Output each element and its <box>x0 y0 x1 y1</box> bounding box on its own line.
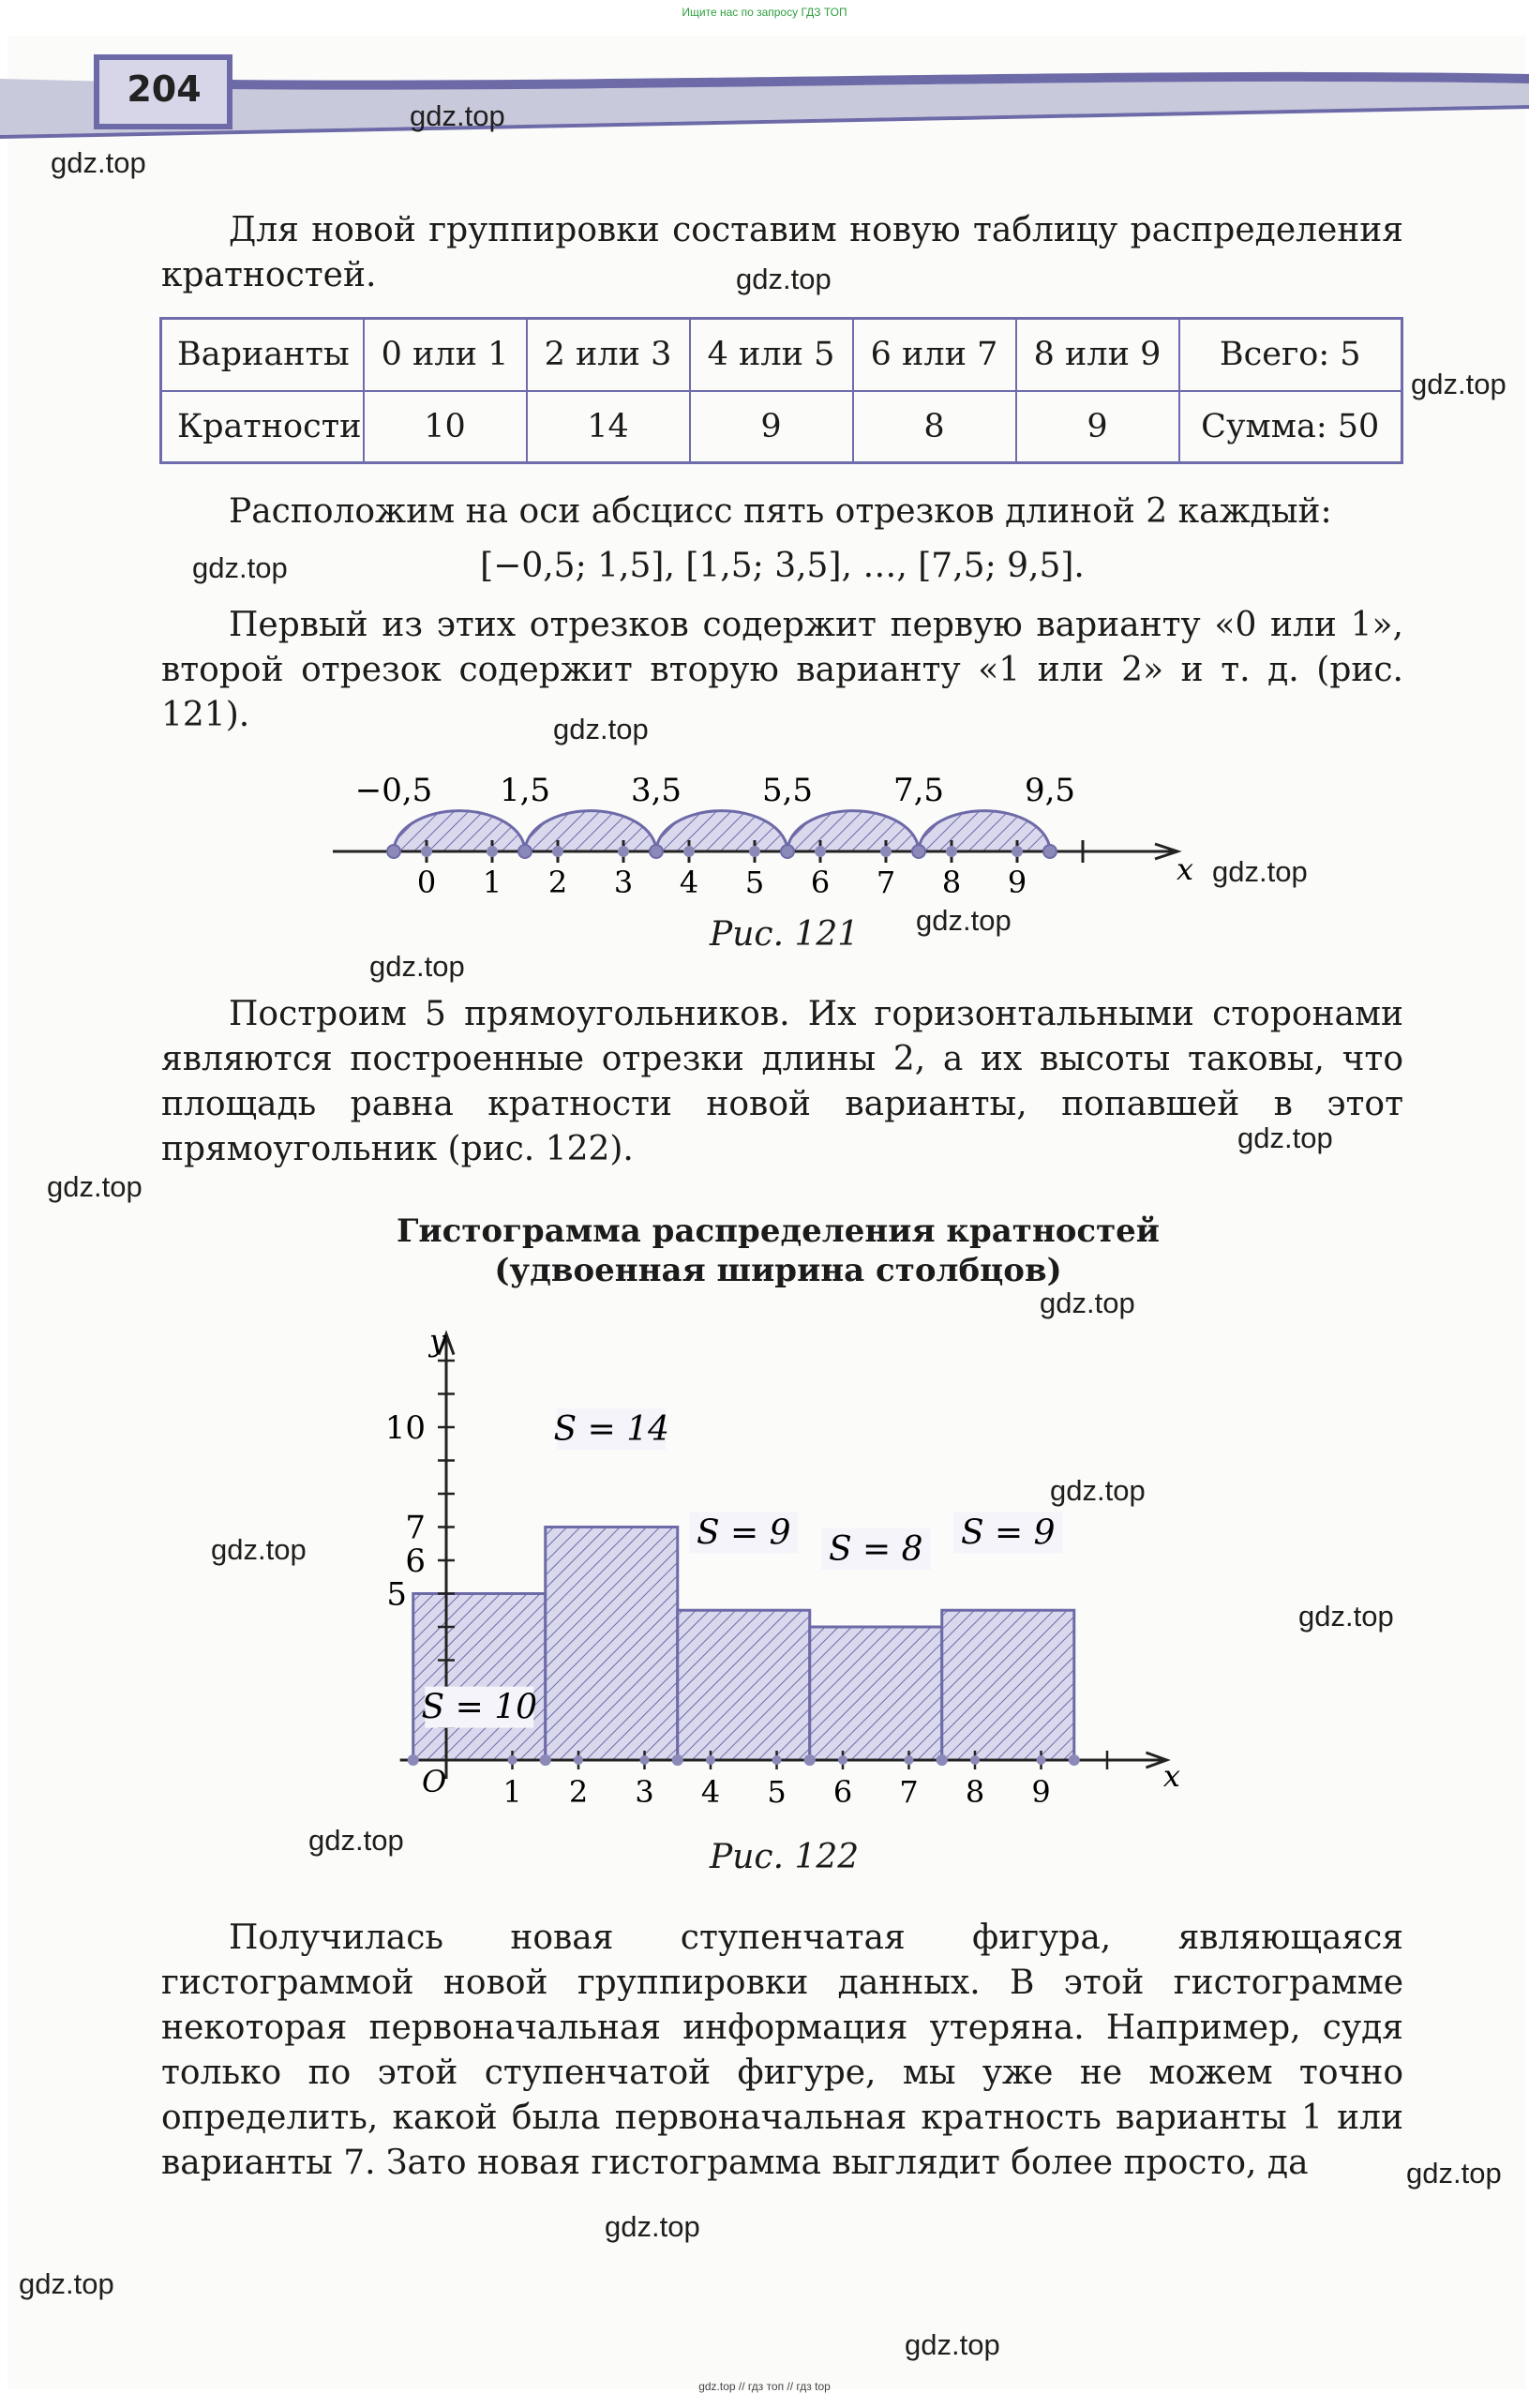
bin-edge-point <box>672 1754 683 1766</box>
y-tick-label: 6 <box>405 1543 426 1580</box>
area-label: S = 14 <box>553 1410 670 1450</box>
watermark: gdz.top <box>369 950 465 983</box>
boundary-point <box>518 845 532 858</box>
variant-point <box>487 846 498 857</box>
y-axis-label: y <box>429 1322 447 1359</box>
watermark: gdz.top <box>1237 1121 1333 1154</box>
boundary-label: 3,5 <box>630 772 682 809</box>
boundary-point <box>387 845 400 858</box>
bin-edge-point <box>1069 1754 1080 1766</box>
watermark: gdz.top <box>1406 2157 1502 2190</box>
table-row <box>161 319 1402 391</box>
boundary-point <box>912 845 925 858</box>
boundary-label: 7,5 <box>892 772 945 809</box>
paragraph-first-segment: Первый из этих отрезков содержит первую варианту «0 или 1», второй отрезок содержит вторую варианту «1 или 2» и т. д. (рис. 121). <box>161 606 1403 734</box>
variant-point <box>946 846 957 857</box>
watermark: gdz.top <box>19 2267 114 2300</box>
segment-arc <box>919 811 1050 851</box>
bottom-note: gdz.top // гдз топ // гдз top <box>698 2380 831 2393</box>
table-cell: 10 <box>364 391 527 463</box>
figure-122-caption: Рис. 122 <box>710 1838 860 1876</box>
boundary-point <box>781 845 794 858</box>
watermark: gdz.top <box>410 99 505 132</box>
tick-label: 7 <box>876 865 896 900</box>
table-row <box>161 391 1402 463</box>
x-axis-label: x <box>1162 1758 1180 1794</box>
table-cell: Кратности <box>161 391 364 463</box>
table-cell: 8 <box>853 391 1016 463</box>
variant-point <box>508 1755 517 1765</box>
axis-x-label: x <box>1177 851 1194 887</box>
table-cell: Варианты <box>161 319 364 391</box>
bin-edge-point <box>937 1754 948 1766</box>
variant-point <box>683 846 695 857</box>
table-cell: 0 или 1 <box>364 319 527 391</box>
boundary-point <box>1043 845 1057 858</box>
x-tick-label: 6 <box>832 1774 853 1810</box>
variant-point <box>421 846 432 857</box>
tick-label: 5 <box>744 865 765 900</box>
boundary-point <box>650 845 663 858</box>
area-label: S = 9 <box>696 1513 791 1553</box>
table-cell: 6 или 7 <box>853 319 1016 391</box>
paragraph-intro: Для новой группировки составим новую таблицу распределения кратностей. <box>161 211 1403 294</box>
boundary-label: 1,5 <box>499 772 551 809</box>
watermark: gdz.top <box>211 1533 307 1566</box>
histogram-bar <box>810 1627 942 1760</box>
variant-point <box>640 1755 650 1765</box>
watermark: gdz.top <box>1411 368 1507 400</box>
table-cell: 9 <box>1016 391 1179 463</box>
table-cell: 8 или 9 <box>1016 319 1179 391</box>
area-label: S = 10 <box>421 1688 538 1727</box>
watermark: gdz.top <box>553 713 649 745</box>
tick-label: 0 <box>416 865 437 900</box>
variant-point <box>838 1755 847 1765</box>
watermark: gdz.top <box>736 263 832 295</box>
x-tick-label: 5 <box>767 1774 787 1810</box>
segment-arc <box>787 811 919 851</box>
variant-point <box>1012 846 1023 857</box>
watermark: gdz.top <box>605 2210 700 2243</box>
histogram-bar <box>546 1528 678 1761</box>
variant-point <box>905 1755 914 1765</box>
y-tick-label: 5 <box>386 1575 407 1614</box>
top-note: Ищите нас по запросу ГДЗ ТОП <box>682 6 847 19</box>
tick-label: 1 <box>482 865 502 900</box>
table-cell: 2 или 3 <box>527 319 690 391</box>
table-cell: Всего: 5 <box>1179 319 1402 391</box>
x-tick-label: 8 <box>965 1774 985 1810</box>
area-label: S = 9 <box>960 1513 1056 1553</box>
watermark: gdz.top <box>308 1824 404 1857</box>
watermark: gdz.top <box>1298 1600 1394 1633</box>
segment-arc <box>525 811 656 851</box>
x-tick-label: 4 <box>700 1774 721 1810</box>
watermark: gdz.top <box>916 904 1012 937</box>
segments-formula: [−0,5; 1,5], [1,5; 3,5], …, [7,5; 9,5]. <box>480 547 1085 585</box>
watermark: gdz.top <box>1212 855 1308 888</box>
variant-point <box>618 846 629 857</box>
table-cell: Сумма: 50 <box>1179 391 1402 463</box>
tick-label: 9 <box>1007 865 1027 900</box>
table-cell: 14 <box>527 391 690 463</box>
table-cell: 4 или 5 <box>690 319 853 391</box>
figure-121-caption: Рис. 121 <box>710 915 860 954</box>
x-tick-label: 2 <box>568 1774 589 1810</box>
y-tick-label: 10 <box>384 1409 426 1447</box>
segment-arc <box>656 811 787 851</box>
bin-edge-point <box>540 1754 551 1766</box>
origin-label: O <box>422 1764 447 1799</box>
histogram-bar <box>413 1594 546 1761</box>
watermark: gdz.top <box>1050 1474 1146 1507</box>
variant-point <box>1037 1755 1046 1765</box>
watermark: gdz.top <box>51 146 146 179</box>
tick-label: 4 <box>679 865 699 900</box>
segment-arc <box>394 811 525 851</box>
bin-edge-point <box>804 1754 816 1766</box>
variant-point <box>706 1755 715 1765</box>
histogram-bar <box>942 1610 1074 1760</box>
x-tick-label: 1 <box>502 1774 522 1810</box>
paragraph-segments: Расположим на оси абсцисс пять отрезков длиной 2 каждый: <box>229 492 1332 531</box>
tick-label: 2 <box>547 865 568 900</box>
chart-subtitle: (удвоенная ширина столбцов) <box>494 1252 1062 1289</box>
area-label: S = 8 <box>828 1530 923 1569</box>
boundary-label: 5,5 <box>761 772 814 809</box>
table-cell: 9 <box>690 391 853 463</box>
y-tick-label: 7 <box>405 1509 426 1547</box>
variant-point <box>970 1755 980 1765</box>
tick-label: 8 <box>941 865 962 900</box>
variant-point <box>880 846 892 857</box>
paragraph-conclusion: Получилась новая ступенчатая фигура, являющаяся гистограммой новой группировки данных. В этой гистограмме некоторая первоначальная информация утеряна. Например, судя только по этой ступенчатой фигуре, мы уже не можем точно определить, какой была первоначальная кратность варианты 1 или варианты 7. Зато новая гистограмма выглядит более просто, да <box>161 1919 1403 2182</box>
boundary-label: 9,5 <box>1024 772 1076 809</box>
watermark: gdz.top <box>905 2328 1000 2361</box>
tick-label: 6 <box>810 865 831 900</box>
boundary-label: −0,5 <box>354 772 433 809</box>
page-number: 204 <box>127 68 202 110</box>
histogram-bar <box>678 1610 810 1760</box>
watermark: gdz.top <box>1040 1287 1135 1319</box>
tick-label: 3 <box>613 865 634 900</box>
paragraph-rectangles: Построим 5 прямоугольников. Их горизонтальными сторонами являются построенные отрезки длины 2, а их высоты таковы, что площадь равна кратности новой варианты, попавшей в этот прямоугольник (рис. 122). <box>161 995 1403 1168</box>
x-tick-label: 9 <box>1031 1774 1051 1810</box>
variant-point <box>815 846 826 857</box>
frequency-table <box>159 317 1403 464</box>
x-tick-label: 3 <box>635 1774 654 1810</box>
bin-edge-point <box>408 1754 419 1766</box>
variant-point <box>574 1755 583 1765</box>
watermark: gdz.top <box>192 551 288 584</box>
watermark: gdz.top <box>47 1170 142 1203</box>
variant-point <box>552 846 563 857</box>
chart-title: Гистограмма распределения кратностей <box>396 1212 1161 1250</box>
variant-point <box>749 846 760 857</box>
variant-point <box>772 1755 782 1765</box>
x-tick-label: 7 <box>899 1774 919 1810</box>
